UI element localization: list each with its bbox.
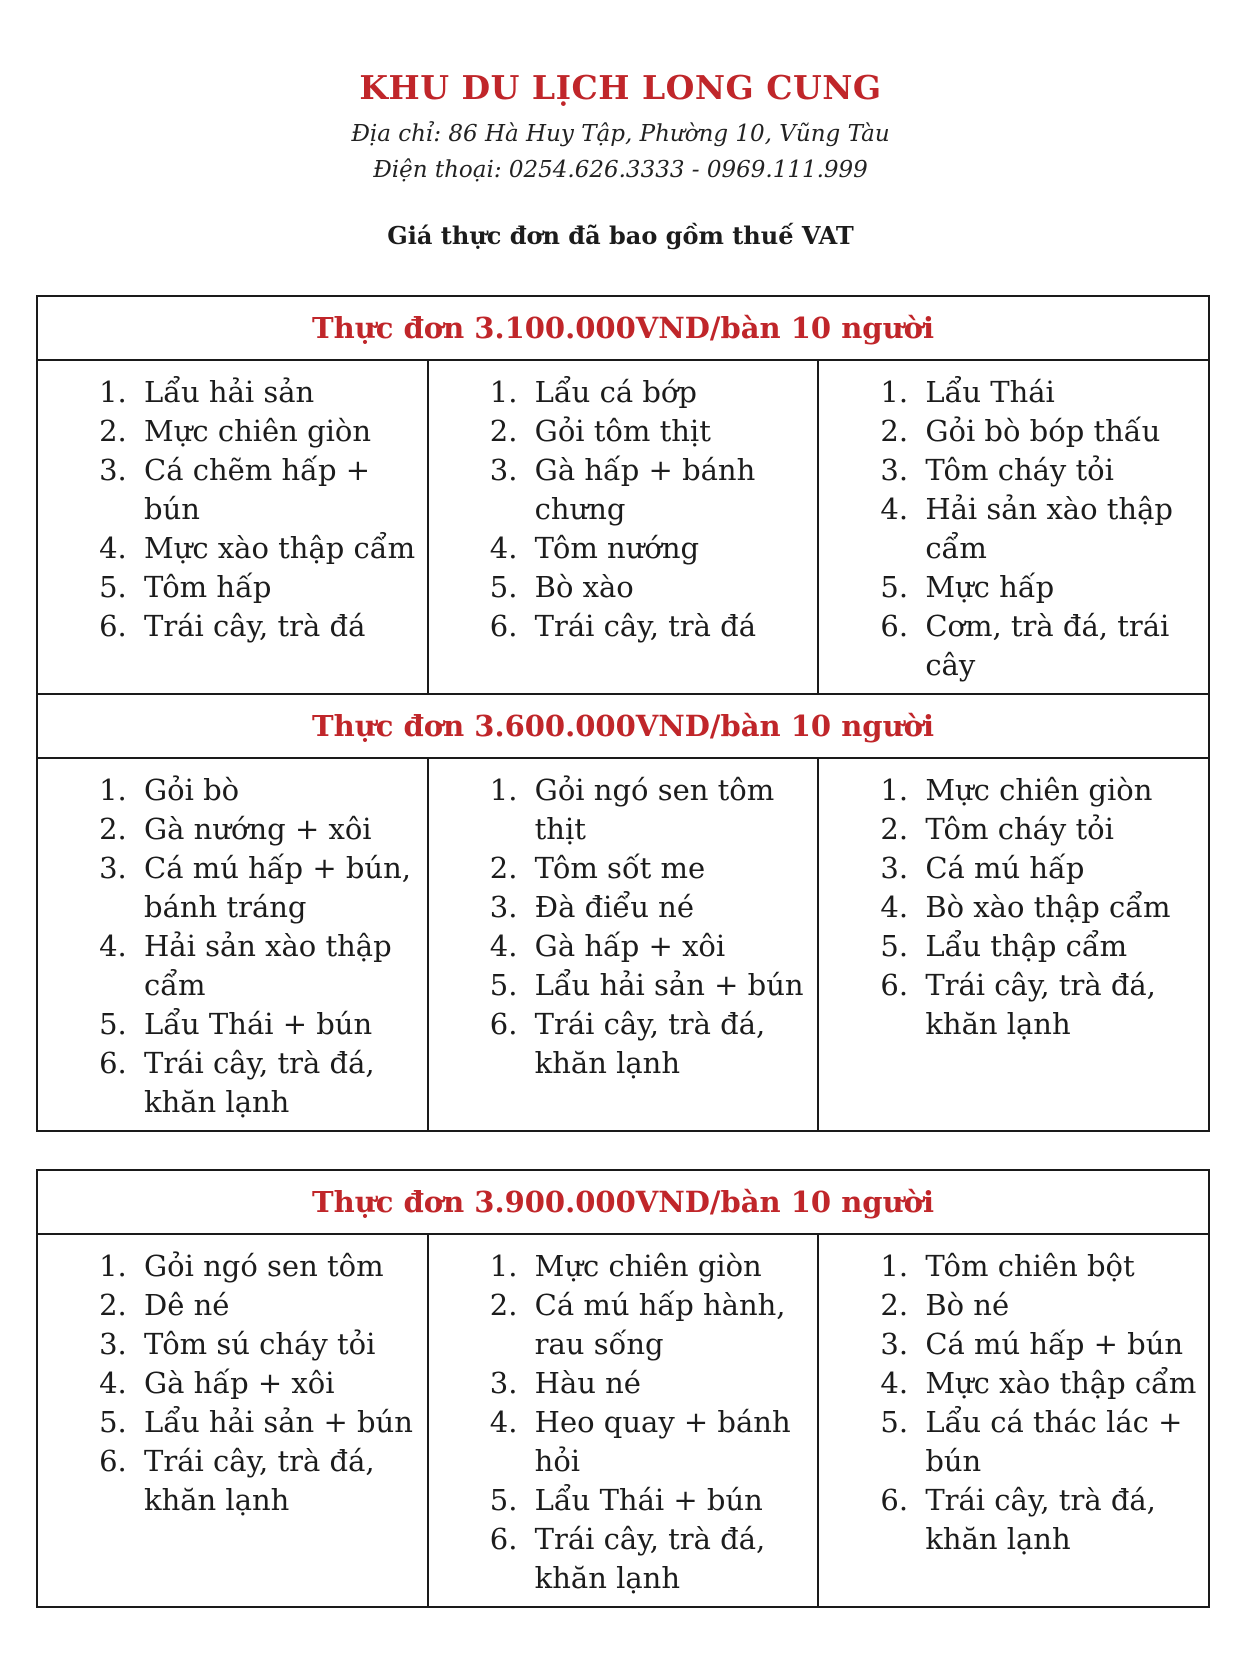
dish-item: 1. Tôm chiên bột xyxy=(917,1247,1198,1286)
dish-item: 6. Trái cây, trà đá, khăn lạnh xyxy=(917,1481,1198,1559)
dish-item: 3. Tôm cháy tỏi xyxy=(917,451,1198,490)
menu-table-3 xyxy=(36,1169,1210,1608)
dish-item: 3. Cá mú hấp + bún, bánh tráng xyxy=(136,849,417,927)
phone-line: Điện thoại: 0254.626.3333 - 0969.111.999 xyxy=(373,157,868,183)
dish-list xyxy=(38,373,417,646)
dish-item: 4. Gà hấp + xôi xyxy=(136,1364,417,1403)
restaurant-title: KHU DU LỊCH LONG CUNG xyxy=(359,68,882,107)
dish-item: 4. Tôm nướng xyxy=(527,529,808,568)
menu-column-2 xyxy=(428,360,819,694)
menu-column-1 xyxy=(37,758,428,1131)
dish-list xyxy=(819,1247,1198,1559)
dish-item: 5. Lẩu Thái + bún xyxy=(136,1005,417,1044)
dish-item: 2. Dê né xyxy=(136,1286,417,1325)
dish-item: 3. Tôm sú cháy tỏi xyxy=(136,1325,417,1364)
dish-item: 3. Cá chẽm hấp + bún xyxy=(136,451,417,529)
dish-item: 3. Cá mú hấp xyxy=(917,849,1198,888)
page-header xyxy=(0,60,1241,254)
dish-item: 2. Mực chiên giòn xyxy=(136,412,417,451)
dish-item: 5. Mực hấp xyxy=(917,568,1198,607)
dish-item: 6. Trái cây, trà đá, khăn lạnh xyxy=(917,966,1198,1044)
dish-list xyxy=(429,771,808,1083)
dish-item: 5. Lẩu hải sản + bún xyxy=(527,966,808,1005)
dish-item: 5. Lẩu cá thác lác + bún xyxy=(917,1403,1198,1481)
vat-note: Giá thực đơn đã bao gồm thuế VAT xyxy=(387,221,854,250)
dish-item: 3. Cá mú hấp + bún xyxy=(917,1325,1198,1364)
dish-item: 2. Gỏi tôm thịt xyxy=(527,412,808,451)
dish-item: 6. Trái cây, trà đá xyxy=(527,607,808,646)
menu-table-1 xyxy=(36,295,1210,695)
dish-list xyxy=(819,373,1198,685)
dish-item: 5. Lẩu thập cẩm xyxy=(917,927,1198,966)
dish-item: 1. Gỏi bò xyxy=(136,771,417,810)
dish-item: 1. Lẩu cá bớp xyxy=(527,373,808,412)
dish-item: 2. Bò né xyxy=(917,1286,1198,1325)
dish-item: 4. Bò xào thập cẩm xyxy=(917,888,1198,927)
dish-item: 5. Bò xào xyxy=(527,568,808,607)
menu-title: Thực đơn 3.100.000VND/bàn 10 người xyxy=(37,296,1209,360)
menu-column-2 xyxy=(428,1234,819,1607)
dish-item: 4. Gà hấp + xôi xyxy=(527,927,808,966)
menu-column-3 xyxy=(818,758,1209,1131)
dish-item: 2. Gà nướng + xôi xyxy=(136,810,417,849)
dish-item: 6. Trái cây, trà đá, khăn lạnh xyxy=(527,1520,808,1598)
dish-item: 4. Mực xào thập cẩm xyxy=(917,1364,1198,1403)
dish-list xyxy=(429,373,808,646)
dish-item: 1. Mực chiên giòn xyxy=(917,771,1198,810)
dish-list xyxy=(819,771,1198,1044)
menu-column-3 xyxy=(818,360,1209,694)
dish-list xyxy=(38,1247,417,1520)
dish-item: 6. Trái cây, trà đá, khăn lạnh xyxy=(136,1442,417,1520)
menu-column-3 xyxy=(818,1234,1209,1607)
dish-item: 4. Heo quay + bánh hỏi xyxy=(527,1403,808,1481)
dish-item: 6. Trái cây, trà đá xyxy=(136,607,417,646)
dish-item: 1. Gỏi ngó sen tôm thịt xyxy=(527,771,808,849)
dish-item: 4. Mực xào thập cẩm xyxy=(136,529,417,568)
dish-item: 1. Lẩu Thái xyxy=(917,373,1198,412)
dish-item: 5. Lẩu hải sản + bún xyxy=(136,1403,417,1442)
dish-item: 4. Hải sản xào thập cẩm xyxy=(917,490,1198,568)
dish-list xyxy=(38,771,417,1122)
dish-item: 4. Hải sản xào thập cẩm xyxy=(136,927,417,1005)
dish-item: 1. Mực chiên giòn xyxy=(527,1247,808,1286)
menu-title: Thực đơn 3.600.000VND/bàn 10 người xyxy=(37,694,1209,758)
menu-title: Thực đơn 3.900.000VND/bàn 10 người xyxy=(37,1170,1209,1234)
dish-item: 3. Đà điểu né xyxy=(527,888,808,927)
dish-item: 6. Trái cây, trà đá, khăn lạnh xyxy=(527,1005,808,1083)
dish-item: 2. Cá mú hấp hành, rau sống xyxy=(527,1286,808,1364)
dish-list xyxy=(429,1247,808,1598)
menu-column-2 xyxy=(428,758,819,1131)
dish-item: 6. Trái cây, trà đá, khăn lạnh xyxy=(136,1044,417,1122)
dish-item: 1. Gỏi ngó sen tôm xyxy=(136,1247,417,1286)
address-line: Địa chỉ: 86 Hà Huy Tập, Phường 10, Vũng Tàu xyxy=(351,121,890,147)
dish-item: 2. Tôm sốt me xyxy=(527,849,808,888)
dish-item: 3. Hàu né xyxy=(527,1364,808,1403)
dish-item: 5. Tôm hấp xyxy=(136,568,417,607)
dish-item: 5. Lẩu Thái + bún xyxy=(527,1481,808,1520)
menu-column-1 xyxy=(37,360,428,694)
dish-item: 6. Cơm, trà đá, trái cây xyxy=(917,607,1198,685)
dish-item: 3. Gà hấp + bánh chưng xyxy=(527,451,808,529)
dish-item: 2. Gỏi bò bóp thấu xyxy=(917,412,1198,451)
menu-column-1 xyxy=(37,1234,428,1607)
dish-item: 1. Lẩu hải sản xyxy=(136,373,417,412)
dish-item: 2. Tôm cháy tỏi xyxy=(917,810,1198,849)
menu-table-2 xyxy=(36,693,1210,1132)
